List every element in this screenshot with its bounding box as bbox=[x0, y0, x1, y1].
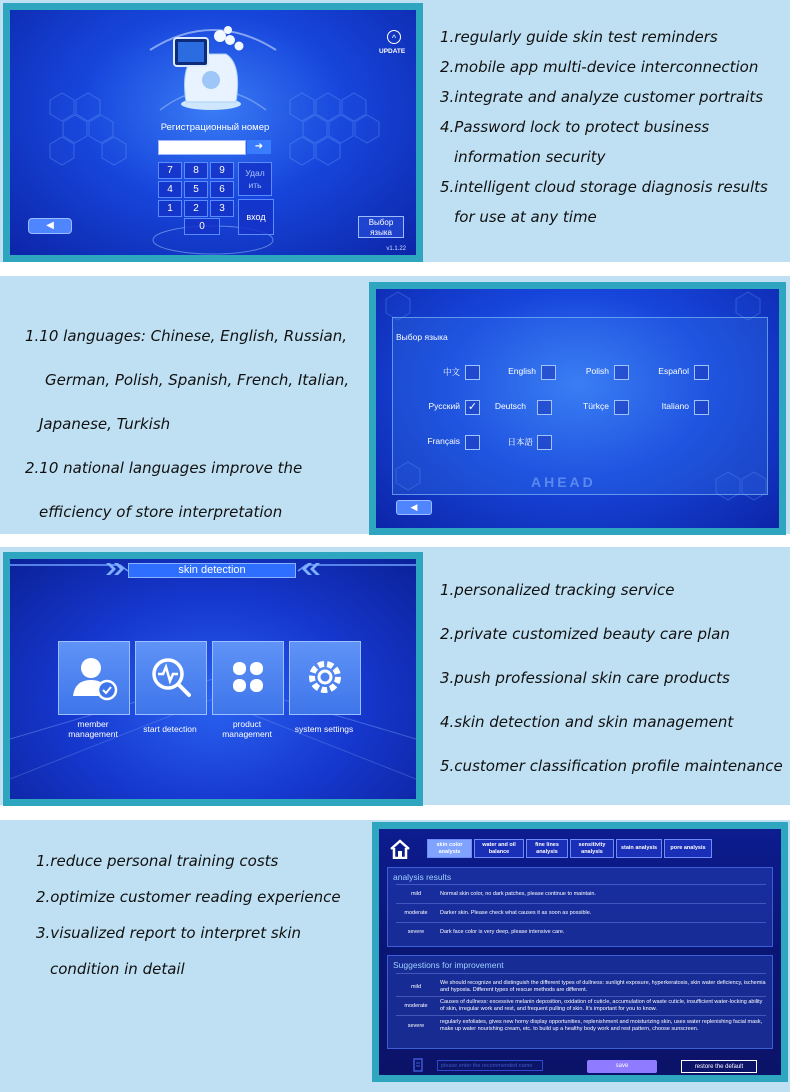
language-select-button[interactable] bbox=[358, 216, 404, 238]
tab-label-line: skin color bbox=[436, 842, 463, 848]
registration-title: Регистрационный номер bbox=[160, 122, 270, 133]
feature-item: Japanese, Turkish bbox=[39, 415, 171, 433]
delete-button[interactable] bbox=[238, 162, 272, 196]
divider bbox=[396, 922, 766, 923]
skin-detection-title: skin detection bbox=[128, 563, 296, 578]
divider bbox=[396, 1015, 766, 1016]
screenshot-frame-analysis bbox=[372, 822, 788, 1082]
level-mild: mild bbox=[410, 984, 422, 990]
system-settings-label[interactable]: system settings bbox=[294, 724, 354, 734]
key-8[interactable]: 8 bbox=[184, 162, 208, 179]
tab-stain-analysis[interactable]: stain analysis bbox=[616, 839, 662, 858]
tile-label-line: management bbox=[222, 729, 272, 739]
settings-icon bbox=[290, 642, 360, 714]
lang-label-chinese: 中文 bbox=[442, 367, 460, 377]
tab-sensitivity-analysis[interactable]: sensitivity analysis bbox=[570, 839, 614, 858]
section-analysis bbox=[0, 820, 790, 1092]
feature-item: 5.intelligent cloud storage diagnosis results bbox=[440, 178, 768, 196]
tile-label-line: member bbox=[77, 719, 109, 729]
key-0[interactable]: 0 bbox=[184, 218, 220, 235]
feature-item: German, Polish, Spanish, French, Italian, bbox=[45, 371, 350, 389]
recommended-name-input[interactable]: please enter the recommended name bbox=[437, 1060, 543, 1071]
product-management-tile[interactable] bbox=[212, 641, 284, 715]
key-1[interactable]: 1 bbox=[158, 200, 182, 217]
member-icon bbox=[59, 642, 129, 714]
tab-water-oil-balance[interactable] bbox=[474, 839, 524, 858]
delete-label-2: ить bbox=[248, 180, 262, 190]
lang-label-russian: Русский bbox=[428, 401, 460, 411]
suggestion-text: Causes of dullness: excessive melanin deposition, oxidation of cuticle, accumulation of waste cuticle, insufficient water-locking ability of skin, irregular work and rest, and frequent pulling of skin. It's important for you to know. bbox=[440, 999, 763, 1012]
update-icon[interactable]: ^ bbox=[387, 30, 401, 44]
product-icon bbox=[213, 642, 283, 714]
feature-item: 3.integrate and analyze customer portraits bbox=[440, 88, 764, 106]
suggestion-text: We should recognize and distinguish the different types of dullness: sunlight exposure, hyperkeratosis, skin water deficiency, ischemia and hypoxia. Different types of rescue methods are different. bbox=[440, 980, 766, 993]
tile-label-line: management bbox=[68, 729, 118, 739]
tab-label-line: fine lines bbox=[535, 842, 559, 848]
key-5[interactable]: 5 bbox=[184, 181, 208, 198]
tab-label-line: water and oil bbox=[482, 842, 516, 848]
version-label: v1.1.22 bbox=[386, 246, 406, 252]
detection-icon bbox=[136, 642, 206, 714]
feature-item: 2.optimize customer reading experience bbox=[36, 888, 341, 906]
watermark-text: AHEAD bbox=[531, 474, 596, 490]
key-7[interactable]: 7 bbox=[158, 162, 182, 179]
feature-item: 1.10 languages: Chinese, English, Russian, bbox=[25, 327, 347, 345]
key-6[interactable]: 6 bbox=[210, 181, 234, 198]
home-icon[interactable] bbox=[389, 839, 411, 859]
suggestion-text: regularly exfoliates, gives new horny display opportunities, replenishment and moisturizing skin, uses water replenishing facial mask, make up water nourishing cream, etc. to build up a healthy body work and rest pattern, choose sunscreen. bbox=[440, 1019, 763, 1032]
section-languages bbox=[0, 276, 790, 534]
key-4[interactable]: 4 bbox=[158, 181, 182, 198]
delete-label-1: Удал bbox=[245, 168, 265, 178]
screenshot-frame-registration bbox=[3, 3, 423, 262]
back-button[interactable]: ◀ bbox=[396, 500, 432, 515]
save-button[interactable]: save bbox=[587, 1060, 657, 1073]
screenshot-frame-skin-detection bbox=[3, 552, 423, 806]
skin-detection-screen bbox=[10, 559, 416, 799]
feature-item: 3.push professional skin care products bbox=[440, 669, 730, 687]
tab-pore-analysis[interactable]: pore analysis bbox=[664, 839, 712, 858]
lang-label-turkish: Türkçe bbox=[583, 401, 609, 411]
restore-default-button[interactable]: restore the default bbox=[681, 1060, 757, 1073]
suggestions-card bbox=[387, 955, 773, 1049]
tab-label-line: balance bbox=[488, 848, 510, 855]
level-moderate: moderate bbox=[404, 910, 428, 916]
update-label[interactable]: UPDATE bbox=[379, 48, 406, 55]
language-label-1: Выбор bbox=[368, 218, 394, 227]
lang-label-french: Français bbox=[427, 436, 460, 446]
divider bbox=[396, 996, 766, 997]
feature-item: for use at any time bbox=[454, 208, 597, 226]
start-detection-label[interactable]: start detection bbox=[143, 724, 197, 734]
divider bbox=[396, 903, 766, 904]
language-screen bbox=[376, 289, 779, 528]
level-moderate: moderate bbox=[404, 1003, 428, 1009]
registration-number-input[interactable] bbox=[158, 140, 246, 155]
analysis-screen bbox=[379, 829, 781, 1075]
section-skin-detection bbox=[0, 547, 790, 805]
key-2[interactable]: 2 bbox=[184, 200, 208, 217]
key-9[interactable]: 9 bbox=[210, 162, 234, 179]
tab-skin-color-analysis[interactable] bbox=[427, 839, 472, 858]
tab-label-line: analysis bbox=[438, 848, 461, 855]
lang-label-german: Deutsch bbox=[494, 401, 526, 411]
divider bbox=[396, 973, 766, 974]
level-severe: severe bbox=[407, 1023, 425, 1029]
feature-list-3 bbox=[440, 581, 783, 801]
divider bbox=[396, 884, 766, 885]
feature-item: 1.reduce personal training costs bbox=[36, 852, 279, 870]
feature-item: 1.personalized tracking service bbox=[440, 581, 675, 599]
checkbox-russian-checked[interactable]: ✓ bbox=[465, 400, 480, 415]
language-label-2: языка bbox=[370, 228, 392, 237]
back-button[interactable]: ◀ bbox=[28, 218, 72, 234]
suggestions-title: Suggestions for improvement bbox=[393, 960, 504, 970]
lang-label-polish: Polish bbox=[585, 366, 609, 376]
feature-item: 2.mobile app multi-device interconnection bbox=[440, 58, 759, 76]
feature-list-1 bbox=[440, 28, 768, 238]
feature-item: 1.regularly guide skin test reminders bbox=[440, 28, 718, 46]
feature-item: information security bbox=[454, 148, 606, 166]
language-panel-title: Выбор языка bbox=[396, 332, 448, 342]
result-text: Darker skin. Please check what causes it as soon as possible. bbox=[440, 910, 592, 916]
member-management-tile[interactable] bbox=[58, 641, 130, 715]
tile-label-line: product bbox=[232, 719, 262, 729]
analysis-results-card bbox=[387, 867, 773, 947]
lang-label-japanese: 日本語 bbox=[507, 437, 533, 447]
result-text: Normal skin color, no dark patches, please continue to maintain. bbox=[440, 891, 596, 897]
section-registration bbox=[0, 0, 790, 262]
checkbox-japanese[interactable] bbox=[537, 435, 552, 450]
feature-item: 4.skin detection and skin management bbox=[440, 713, 734, 731]
submit-arrow-button[interactable]: ➜ bbox=[247, 140, 271, 154]
feature-item: 5.customer classification profile maintenance bbox=[440, 757, 783, 775]
tab-label-line: analysis bbox=[536, 848, 558, 855]
analysis-results-title: analysis results bbox=[393, 872, 452, 882]
screenshot-frame-languages bbox=[369, 282, 786, 535]
lang-label-spanish: Español bbox=[658, 366, 689, 376]
feature-list-4 bbox=[36, 852, 341, 996]
level-mild: mild bbox=[410, 891, 422, 897]
registration-screen bbox=[10, 10, 416, 255]
feature-item: 2.private customized beauty care plan bbox=[440, 625, 730, 643]
key-3[interactable]: 3 bbox=[210, 200, 234, 217]
enter-button[interactable]: вход bbox=[238, 199, 274, 235]
feature-item: efficiency of store interpretation bbox=[39, 503, 283, 521]
level-severe: severe bbox=[407, 929, 425, 935]
feature-item: condition in detail bbox=[50, 960, 185, 978]
start-detection-tile[interactable] bbox=[135, 641, 207, 715]
result-text: Dark face color is very deep, please intensive care. bbox=[440, 929, 565, 935]
feature-item: 2.10 national languages improve the bbox=[25, 459, 303, 477]
feature-item: 4.Password lock to protect business bbox=[440, 118, 710, 136]
feature-list-2 bbox=[25, 314, 349, 534]
device-illustration bbox=[168, 24, 254, 112]
lang-label-english: English bbox=[508, 366, 536, 376]
system-settings-tile[interactable] bbox=[289, 641, 361, 715]
tab-fine-lines-analysis[interactable] bbox=[526, 839, 568, 858]
checkbox-italian[interactable] bbox=[694, 400, 709, 415]
checkbox-spanish[interactable] bbox=[694, 365, 709, 380]
document-icon bbox=[413, 1058, 423, 1072]
feature-item: 3.visualized report to interpret skin bbox=[36, 924, 302, 942]
lang-label-italian: Italiano bbox=[661, 401, 689, 411]
